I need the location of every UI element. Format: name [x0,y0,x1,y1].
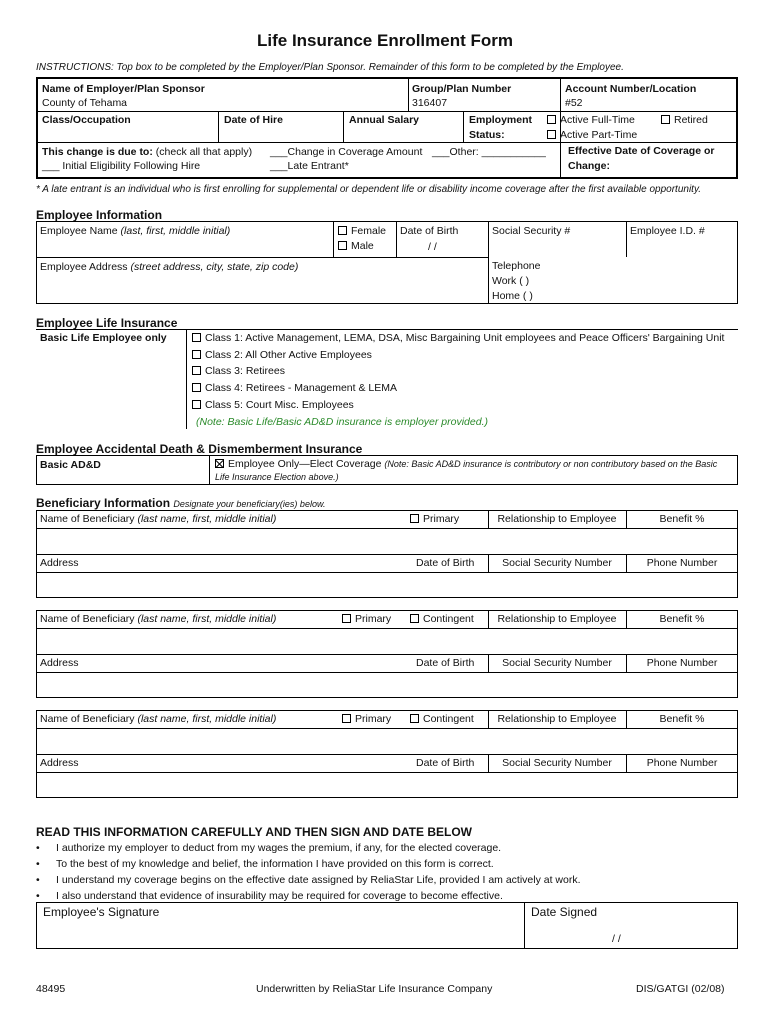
checked-checkbox-icon[interactable] [215,459,224,468]
beneficiary-2-address-field[interactable]: Address [40,657,79,669]
basic-life-label: Basic Life Employee only [40,332,167,344]
bullet-item: • I authorize my employer to deduct from my wages the premium, if any, for the elected coverage. [36,842,502,854]
beneficiary-1-relationship-field[interactable]: Relationship to Employee [497,513,617,525]
group-value[interactable]: 316407 [412,97,448,109]
beneficiary-2-contingent-option[interactable]: Contingent [410,613,474,625]
full-time-option[interactable]: Active Full-Time [547,114,635,126]
employee-name-field[interactable]: Employee Name (last, first, middle initial) [40,225,231,237]
late-entrant-note: * A late entrant is an individual who is first enrolling for supplemental or dependent life or disability income coverage after the first available opportunity. [36,184,701,195]
checkbox-icon[interactable] [342,614,351,623]
dob-label: Date of Birth [400,225,459,237]
account-label: Account Number/Location [565,83,697,95]
beneficiary-2-name-field[interactable]: Name of Beneficiary (last name, first, middle initial) [40,613,277,625]
add-employee-only-option[interactable]: Employee Only—Elect Coverage (Note: Basic AD&D insurance is contributory or non contributory based on the Basic [215,458,717,470]
female-option[interactable]: Female [338,225,386,237]
telephone-label: Telephone [492,260,541,272]
checkbox-icon[interactable] [192,400,201,409]
class-1-option[interactable]: Class 1: Active Management, LEMA, DSA, Misc Bargaining Unit employees and Peace Officers' Bargaining Unit [192,332,724,344]
page-title: Life Insurance Enrollment Form [257,31,513,50]
beneficiary-2-phone-field[interactable]: Phone Number [646,657,718,669]
ssn-field[interactable]: Social Security # [492,225,571,237]
beneficiary-1-name-field[interactable]: Name of Beneficiary (last name, first, middle initial) [40,513,277,525]
checkbox-icon[interactable] [192,366,201,375]
other-option[interactable]: ___Other: ___________ [432,146,546,158]
part-time-option[interactable]: Active Part-Time [547,129,637,141]
salary-label: Annual Salary [349,114,420,126]
checkbox-icon[interactable] [338,241,347,250]
beneficiary-1-ssn-field[interactable]: Social Security Number [502,557,612,569]
beneficiary-1-address-field[interactable]: Address [40,557,79,569]
checkbox-icon[interactable] [410,614,419,623]
life-note: (Note: Basic Life/Basic AD&D insurance is employer provided.) [196,416,488,428]
beneficiary-2-dob-field[interactable]: Date of Birth [416,657,475,669]
retired-option[interactable]: Retired [661,114,708,126]
add-note-2: Life Insurance Election above.) [215,472,339,482]
home-phone-field[interactable]: Home ( ) [492,290,533,302]
checkbox-icon[interactable] [547,115,556,124]
beneficiary-1-benefit-field[interactable]: Benefit % [659,513,705,525]
checkbox-icon[interactable] [192,350,201,359]
class-2-option[interactable]: Class 2: All Other Active Employees [192,349,372,361]
initial-eligibility-option[interactable]: ___ Initial Eligibility Following Hire [42,160,201,172]
beneficiary-3-primary-option[interactable]: Primary [342,713,391,725]
read-carefully-heading: READ THIS INFORMATION CAREFULLY AND THEN SIGN AND DATE BELOW [36,825,472,839]
hire-label: Date of Hire [224,114,283,126]
effective-date-label: Effective Date of Coverage or [568,145,715,157]
coverage-change-option[interactable]: ___Change in Coverage Amount [270,146,423,158]
date-signed-label: Date Signed [531,905,598,919]
beneficiary-heading: Beneficiary Information Designate your beneficiary(ies) below. [36,496,326,510]
add-heading: Employee Accidental Death & Dismemberment Insurance [36,442,363,456]
checkbox-icon[interactable] [410,714,419,723]
checkbox-icon[interactable] [547,130,556,139]
beneficiary-2-primary-option[interactable]: Primary [342,613,391,625]
beneficiary-2-ssn-field[interactable]: Social Security Number [502,657,612,669]
employment-label: Employment [469,114,533,126]
beneficiary-3-relationship-field[interactable]: Relationship to Employee [497,713,617,725]
beneficiary-3-benefit-field[interactable]: Benefit % [659,713,705,725]
male-option[interactable]: Male [338,240,374,252]
beneficiary-1-primary-option[interactable]: Primary [410,513,459,525]
sponsor-label: Name of Employer/Plan Sponsor [42,83,205,95]
beneficiary-2-relationship-field[interactable]: Relationship to Employee [497,613,617,625]
beneficiary-1-dob-field[interactable]: Date of Birth [416,557,475,569]
checkbox-icon[interactable] [410,514,419,523]
work-phone-field[interactable]: Work ( ) [492,275,530,287]
checkbox-icon[interactable] [192,333,201,342]
employee-info-heading: Employee Information [36,208,163,222]
underwriter-text: Underwritten by ReliaStar Life Insurance Company [256,983,493,995]
dob-field[interactable]: / / [428,241,437,253]
life-heading: Employee Life Insurance [36,316,178,330]
checkbox-icon[interactable] [338,226,347,235]
account-value[interactable]: #52 [565,97,583,109]
late-entrant-option[interactable]: ___Late Entrant* [270,160,349,172]
basic-add-label: Basic AD&D [40,459,101,471]
beneficiary-3-phone-field[interactable]: Phone Number [646,757,718,769]
form-code: DIS/GATGI (02/08) [636,983,725,995]
checkbox-icon[interactable] [192,383,201,392]
form-number: 48495 [36,983,66,995]
sponsor-value[interactable]: County of Tehama [42,97,128,109]
beneficiary-2-benefit-field[interactable]: Benefit % [659,613,705,625]
bullet-item: • I also understand that evidence of insurability may be required for coverage to become effective. [36,890,503,902]
class-4-option[interactable]: Class 4: Retirees - Management & LEMA [192,382,397,394]
bullet-item: • I understand my coverage begins on the effective date assigned by ReliaStar Life, provided I am actively at work. [36,874,581,886]
beneficiary-1-phone-field[interactable]: Phone Number [646,557,718,569]
bullet-item: • To the best of my knowledge and belief, the information I have provided on this form is correct. [36,858,494,870]
class-3-option[interactable]: Class 3: Retirees [192,365,285,377]
effective-date-label-2: Change: [568,160,610,172]
class-5-option[interactable]: Class 5: Court Misc. Employees [192,399,354,411]
instructions: INSTRUCTIONS: Top box to be completed by the Employer/Plan Sponsor. Remainder of this form to be completed by the Employee. [36,62,624,73]
date-signed-field[interactable]: / / [612,933,621,945]
beneficiary-3-address-field[interactable]: Address [40,757,79,769]
beneficiary-3-contingent-option[interactable]: Contingent [410,713,474,725]
class-label: Class/Occupation [42,114,131,126]
status-label: Status: [469,129,505,141]
signature-field[interactable]: Employee's Signature [43,905,160,919]
employee-id-field[interactable]: Employee I.D. # [630,225,705,237]
beneficiary-3-ssn-field[interactable]: Social Security Number [502,757,612,769]
change-due: This change is due to: (check all that apply) [42,146,253,158]
checkbox-icon[interactable] [342,714,351,723]
beneficiary-3-name-field[interactable]: Name of Beneficiary (last name, first, middle initial) [40,713,277,725]
employee-address-field[interactable]: Employee Address (street address, city, state, zip code) [40,261,299,273]
beneficiary-3-dob-field[interactable]: Date of Birth [416,757,475,769]
group-label: Group/Plan Number [412,83,512,95]
checkbox-icon[interactable] [661,115,670,124]
